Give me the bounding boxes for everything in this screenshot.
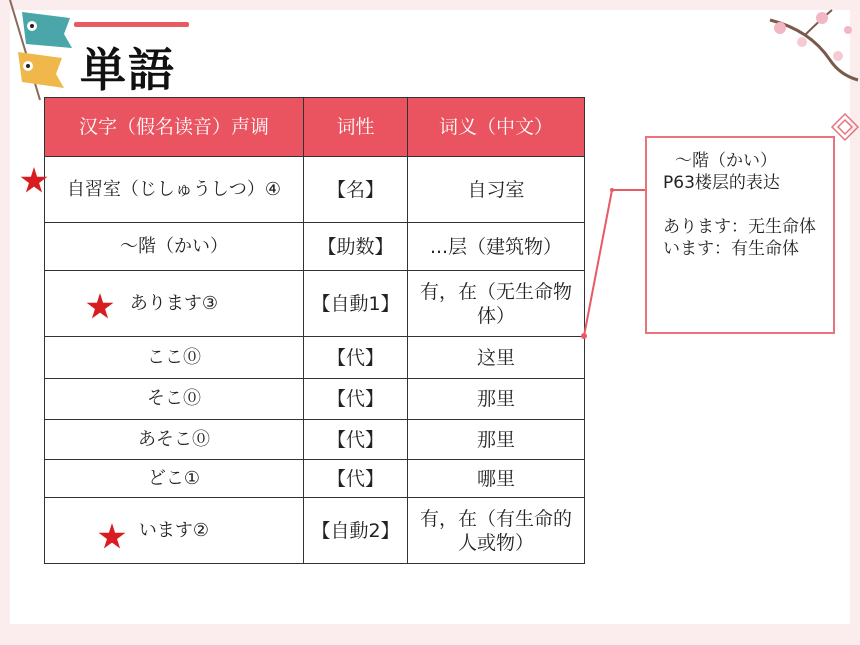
pos-cell: 【代】 [304,379,408,420]
pos-cell: 【助数】 [304,223,408,271]
meaning-cell: 自习室 [408,157,585,223]
word-cell: どこ① [45,460,304,498]
pos-cell: 【自動1】 [304,271,408,337]
word-cell: います② [45,498,304,564]
word-cell: あります③ [45,271,304,337]
note-arimasu: あります：无生命体 [663,217,816,237]
pos-cell: 【代】 [304,460,408,498]
pos-cell: 【代】 [304,420,408,460]
meaning-cell: ...层（建筑物） [408,223,585,271]
header-pos: 词性 [304,98,408,157]
header-meaning: 词义（中文） [408,98,585,157]
word-cell: 自習室（じしゅうしつ）④ [45,157,304,223]
meaning-cell: 哪里 [408,460,585,498]
note-callout [645,136,835,334]
pos-cell: 【自動2】 [304,498,408,564]
note-heading: ～階（かい） [675,151,777,171]
pos-cell: 【代】 [304,337,408,379]
header-word: 汉字（假名读音）声调 [45,98,304,157]
meaning-cell: 那里 [408,420,585,460]
meaning-cell: 这里 [408,337,585,379]
note-page-ref: P63楼层的表达 [663,173,780,193]
word-cell: ここ⓪ [45,337,304,379]
pos-cell: 【名】 [304,157,408,223]
meaning-cell: 有，在（无生命物体） [408,271,585,337]
page-title: 単語 [80,43,176,97]
meaning-cell: 有，在（有生命的人或物） [408,498,585,564]
word-cell: ～階（かい） [45,223,304,271]
meaning-cell: 那里 [408,379,585,420]
word-cell: あそこ⓪ [45,420,304,460]
note-imasu: います：有生命体 [663,239,799,259]
word-cell: そこ⓪ [45,379,304,420]
